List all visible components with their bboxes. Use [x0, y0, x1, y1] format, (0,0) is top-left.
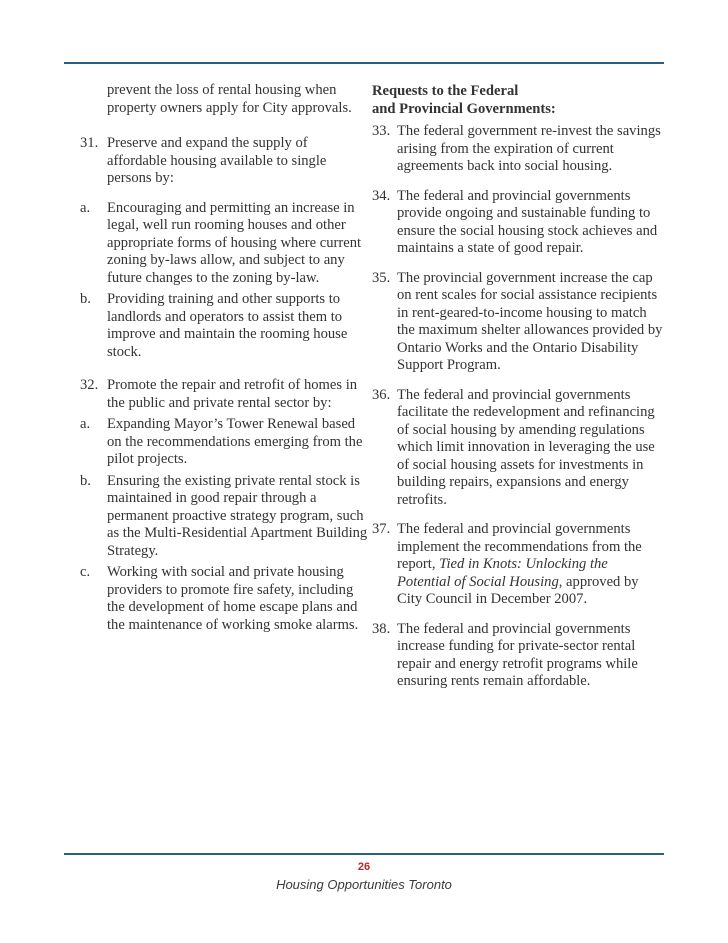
item-number: 38. — [372, 620, 391, 637]
item-letter: c. — [80, 564, 91, 580]
list-item: 38. The federal and provincial governments increase funding for private-sector rental repair and energy retrofit programs while ensuring rents remain affordable. — [372, 620, 638, 689]
list-item: b. Providing training and other supports to landlords and operators to assist them to improve and maintain the rooming house stock. — [80, 291, 348, 360]
item-number: 35. — [372, 269, 391, 286]
list-item: a. Expanding Mayor’s Tower Renewal based on the recommendations emerging from the pilot projects. — [80, 416, 363, 467]
item-number: 31. — [80, 135, 99, 151]
footer-rule — [64, 853, 664, 855]
item-letter: b. — [80, 472, 91, 489]
list-item: 32. Promote the repair and retrofit of homes in the public and private rental sector by: — [80, 377, 358, 411]
list-item: 31. Preserve and expand the supply of affordable housing available to single persons by: — [80, 135, 327, 186]
list-item: 37. The federal and provincial governments implement the recommendations from the report, Tied in Knots: Unlocking the Potential of Social Housing, approved by City Council in December 2007. — [372, 521, 642, 607]
list-item: 34. The federal and provincial governments provide ongoing and sustainable funding to ensure the social housing stock achieves and maintains a state of good repair. — [372, 187, 658, 256]
left-column — [80, 82, 370, 638]
header-rule — [64, 62, 664, 64]
list-item: a. Encouraging and permitting an increase in legal, well run rooming houses and other appropriate forms of housing where current zoning by-laws allow, and subject to any future changes to the zoning by-law. — [80, 199, 362, 286]
list-item: 36. The federal and provincial governments facilitate the redevelopment and refinancing of social housing by amending regulations which limit innovation in leveraging the use of social housing assets for investments in building repairs, expansions and energy retrofits. — [372, 386, 655, 508]
list-item: b. Ensuring the existing private rental stock is maintained in good repair through a permanent proactive strategy program, such as the Multi-Residential Apartment Building Strategy. — [80, 472, 368, 559]
continued-paragraph: prevent the loss of rental housing when property owners apply for City approvals. — [107, 82, 352, 116]
report-title: Tied in Knots: Unlocking the Potential of Social Housing — [397, 556, 608, 590]
list-item: c. Working with social and private housing providers to promote fire safety, including the development of home escape plans and the maintenance of working smoke alarms. — [80, 564, 359, 633]
list-item: 35. The provincial government increase the cap on rent scales for social assistance recipients in rent-geared-to-income housing to match the maximum shelter allowances provided by Ontario Works and the Ontario Disability Support Program. — [372, 269, 663, 373]
item-number: 36. — [372, 386, 391, 403]
item-letter: a. — [80, 199, 91, 216]
item-letter: b. — [80, 291, 91, 307]
footer-title: Housing Opportunities Toronto — [276, 877, 452, 892]
item-number: 32. — [80, 377, 99, 393]
list-item: 33. The federal government re-invest the savings arising from the expiration of current agreements back into social housing. — [372, 123, 661, 174]
item-number: 33. — [372, 123, 391, 139]
item-letter: a. — [80, 416, 91, 432]
item-number: 37. — [372, 521, 391, 537]
page-number: 26 — [357, 861, 371, 873]
right-column — [372, 82, 664, 703]
section-heading: Requests to the Federal and Provincial Governments: — [372, 83, 556, 117]
item-number: 34. — [372, 187, 391, 204]
